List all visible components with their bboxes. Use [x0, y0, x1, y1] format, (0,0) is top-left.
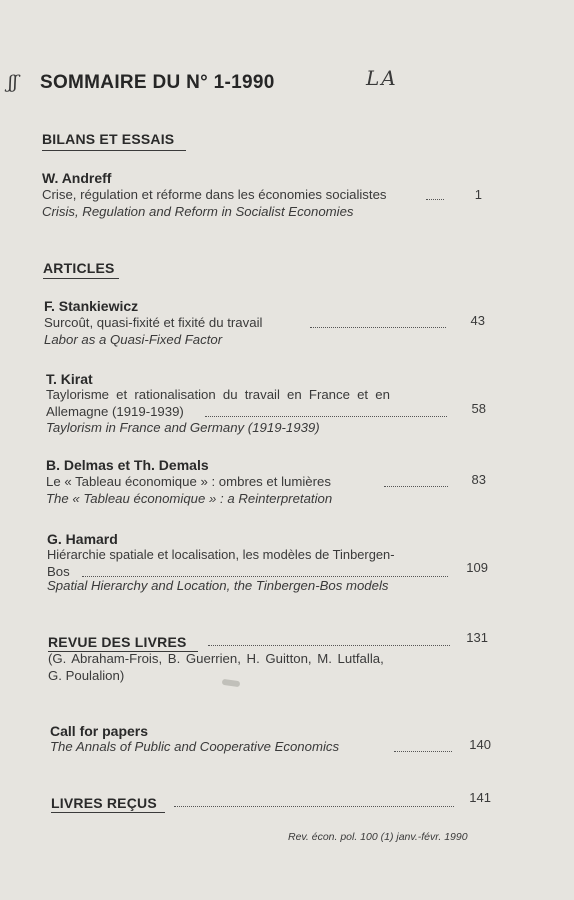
revue-reviewers-cont: G. Poulalion) [48, 668, 125, 683]
entry-title-fr-cont: Allemagne (1919-1939) [46, 404, 184, 419]
entry-title-en: Spatial Hierarchy and Location, the Tinbergen-Bos models [47, 578, 389, 593]
entry-title-fr: Hiérarchie spatiale et localisation, les modèles de Tinbergen- [47, 547, 395, 562]
section-heading-bilans: BILANS ET ESSAIS [42, 131, 175, 147]
handwritten-left-mark: ʃʃ [8, 72, 18, 93]
call-title-en: The Annals of Public and Cooperative Economics [50, 739, 340, 754]
entry-title-en: Labor as a Quasi-Fixed Factor [44, 332, 223, 347]
leader-dots [426, 199, 444, 200]
entry-page-number: 58 [471, 401, 486, 416]
entry-page-number: 1 [474, 187, 482, 202]
revue-reviewers: (G. Abraham-Frois, B. Guerrien, H. Guitton, M. Lutfalla, [48, 651, 384, 666]
section-heading-call: Call for papers [50, 723, 149, 739]
entry-page-number: 109 [466, 560, 488, 575]
entry-title-fr: Crise, régulation et réforme dans les économies socialistes [42, 187, 387, 202]
section-heading-revue: REVUE DES LIVRES [48, 634, 187, 650]
journal-footer: Rev. écon. pol. 100 (1) janv.-févr. 1990 [288, 831, 468, 843]
entry-title-fr: Surcoût, quasi-fixité et fixité du travail [44, 315, 263, 330]
section-underline [51, 812, 165, 813]
leader-dots [384, 486, 448, 487]
entry-title-en: Crisis, Regulation and Reform in Socialist Economies [42, 204, 354, 219]
entry-title-en: The « Tableau économique » : a Reinterpretation [46, 491, 333, 506]
entry-author: B. Delmas et Th. Demals [46, 457, 209, 473]
entry-page-number: 83 [471, 472, 486, 487]
entry-title-fr: Taylorisme et rationalisation du travail en France et en [46, 387, 390, 402]
section-page-number: 131 [466, 630, 488, 645]
leader-dots [208, 645, 450, 646]
entry-author: W. Andreff [42, 170, 112, 186]
section-underline [42, 150, 186, 151]
entry-author: G. Hamard [47, 531, 118, 547]
section-page-number: 141 [469, 790, 491, 805]
leader-dots [174, 806, 454, 807]
entry-title-fr: Le « Tableau économique » : ombres et lumières [46, 474, 331, 489]
entry-author: T. Kirat [46, 371, 93, 387]
entry-title-fr-cont: Bos [47, 564, 70, 579]
section-page-number: 140 [469, 737, 491, 752]
handwritten-right-mark: LA [366, 66, 398, 90]
ink-smudge [222, 679, 241, 687]
entry-author: F. Stankiewicz [44, 298, 139, 314]
entry-title-en: Taylorism in France and Germany (1919-1939) [46, 420, 320, 435]
leader-dots [310, 327, 446, 328]
section-underline [43, 278, 119, 279]
leader-dots [82, 576, 448, 577]
section-heading-articles: ARTICLES [43, 260, 115, 276]
leader-dots [394, 751, 452, 752]
section-heading-livres: LIVRES REÇUS [51, 795, 157, 811]
leader-dots [205, 416, 447, 417]
page-title: SOMMAIRE DU N° 1-1990 [40, 72, 275, 93]
entry-page-number: 43 [470, 313, 485, 328]
